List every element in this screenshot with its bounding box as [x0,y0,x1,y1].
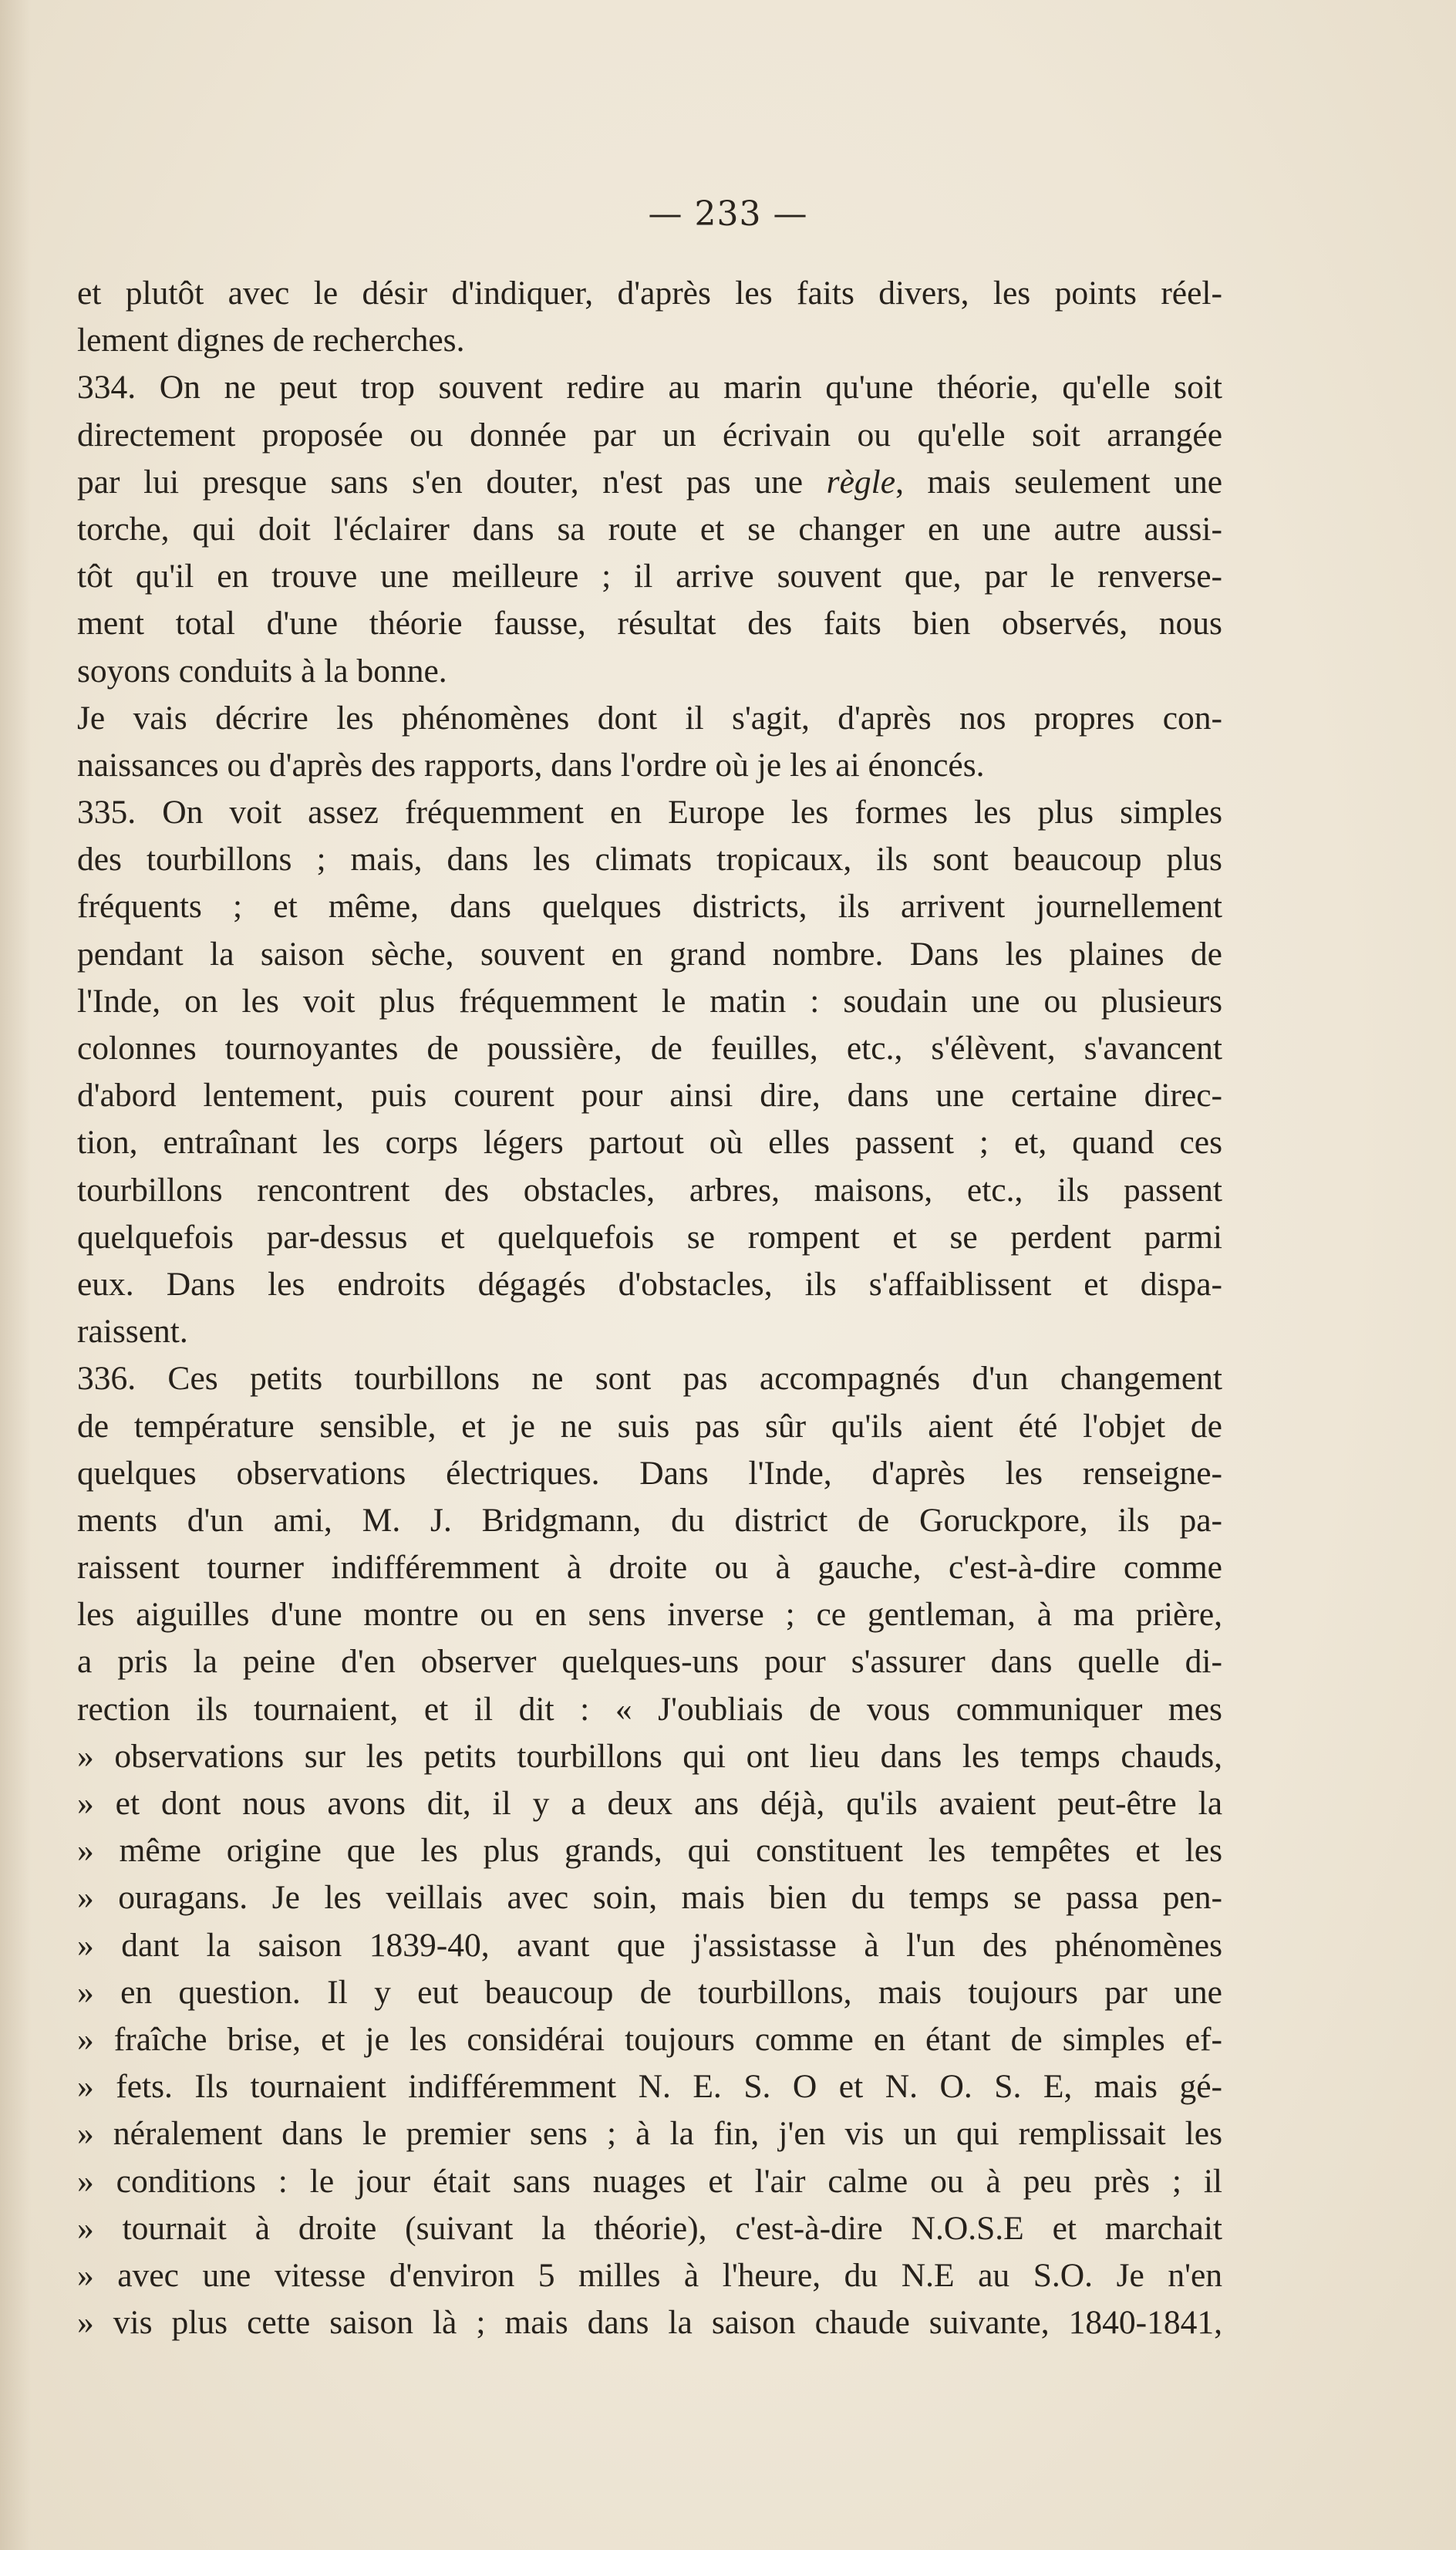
text-line: » et dont nous avons dit, il y a deux ans déjà, qu'ils avaient peut-être la [77,1785,1222,1822]
text-line: » avec une vitesse d'environ 5 milles à l'heure, du N.E au S.O. Je n'en [77,2256,1222,2294]
text-line: fréquents ; et même, dans quelques districts, ils arrivent journellement [77,888,1222,926]
text-line: quelquefois par-dessus et quelquefois se rompent et se perdent parmi [77,1218,1222,1256]
text-line: rection ils tournaient, et il dit : « J'oubliais de vous communiquer mes [77,1690,1222,1728]
text-line: » fraîche brise, et je les considérai toujours comme en étant de simples ef- [77,2020,1222,2058]
text-line: » ouragans. Je les veillais avec soin, mais bien du temps se passa pen- [77,1879,1222,1917]
text-line: raissent. [77,1313,188,1351]
text-line: ments d'un ami, M. J. Bridgmann, du district de Goruckpore, ils pa- [77,1501,1222,1539]
text-line: naissances ou d'après des rapports, dans l'ordre où je les ai énoncés. [77,746,985,784]
text-line: tion, entraînant les corps légers partout où elles passent ; et, quand ces [77,1124,1222,1162]
text-line: tôt qu'il en trouve une meilleure ; il arrive souvent que, par le renverse- [77,558,1222,595]
text-line: » observations sur les petits tourbillons qui ont lieu dans les temps chauds, [77,1737,1222,1775]
text-line: d'abord lentement, puis courent pour ainsi dire, dans une certaine direc- [77,1077,1222,1115]
text-line: » conditions : le jour était sans nuages et l'air calme ou à peu près ; il [77,2162,1222,2200]
text-line: des tourbillons ; mais, dans les climats tropicaux, ils sont beaucoup plus [77,841,1222,879]
text-line: colonnes tournoyantes de poussière, de feuilles, etc., s'élèvent, s'avancent [77,1030,1222,1067]
text-line: » néralement dans le premier sens ; à la fin, j'en vis un qui remplissait les [77,2115,1222,2153]
text-line: Je vais décrire les phénomènes dont il s'agit, d'après nos propres con- [77,699,1222,737]
text-line: les aiguilles d'une montre ou en sens inverse ; ce gentleman, à ma prière, [77,1596,1222,1634]
text-line: a pris la peine d'en observer quelques-uns pour s'assurer dans quelle di- [77,1643,1222,1681]
text-line: tourbillons rencontrent des obstacles, arbres, maisons, etc., ils passent [77,1171,1222,1209]
text-line: torche, qui doit l'éclairer dans sa route et se changer en une autre aussi- [77,510,1222,548]
text-line: » dant la saison 1839-40, avant que j'assistasse à l'un des phénomènes [77,1926,1222,1964]
text-line: l'Inde, on les voit plus fréquemment le matin : soudain une ou plusieurs [77,982,1222,1020]
text-line: par lui presque sans s'en douter, n'est pas une règle, mais seulement une [77,463,1222,501]
text-line: » tournait à droite (suivant la théorie), c'est-à-dire N.O.S.E et marchait [77,2209,1222,2247]
text-line: 336. Ces petits tourbillons ne sont pas accompagnés d'un changement [77,1360,1222,1398]
text-line: » même origine que les plus grands, qui constituent les tempêtes et les [77,1832,1222,1870]
text-line: soyons conduits à la bonne. [77,652,447,690]
text-line: 334. On ne peut trop souvent redire au marin qu'une théorie, qu'elle soit [77,369,1222,406]
text-line: raissent tourner indifféremment à droite ou à gauche, c'est-à-dire comme [77,1549,1222,1587]
body-text [77,270,1222,2346]
text-line: » fets. Ils tournaient indifféremment N. E. S. O et N. O. S. E, mais gé- [77,2068,1222,2106]
text-line: de température sensible, et je ne suis pas sûr qu'ils aient été l'objet de [77,1407,1222,1445]
text-line: quelques observations électriques. Dans l'Inde, d'après les renseigne- [77,1454,1222,1492]
text-line: ment total d'une théorie fausse, résultat des faits bien observés, nous [77,605,1222,643]
text-line: directement proposée ou donnée par un écrivain ou qu'elle soit arrangée [77,416,1222,454]
text-line: 335. On voit assez fréquemment en Europe les formes les plus simples [77,794,1222,831]
text-line: et plutôt avec le désir d'indiquer, d'après les faits divers, les points réel- [77,275,1222,312]
text-line: pendant la saison sèche, souvent en grand nombre. Dans les plaines de [77,935,1222,973]
text-line: eux. Dans les endroits dégagés d'obstacles, ils s'affaiblissent et dispa- [77,1265,1222,1303]
page-edge-shadow [0,0,31,2550]
page-number: — 233 — [648,194,808,234]
text-line: lement dignes de recherches. [77,322,465,359]
text-line: » en question. Il y eut beaucoup de tourbillons, mais toujours par une [77,1973,1222,2011]
text-line: » vis plus cette saison là ; mais dans la saison chaude suivante, 1840-1841, [77,2304,1222,2342]
